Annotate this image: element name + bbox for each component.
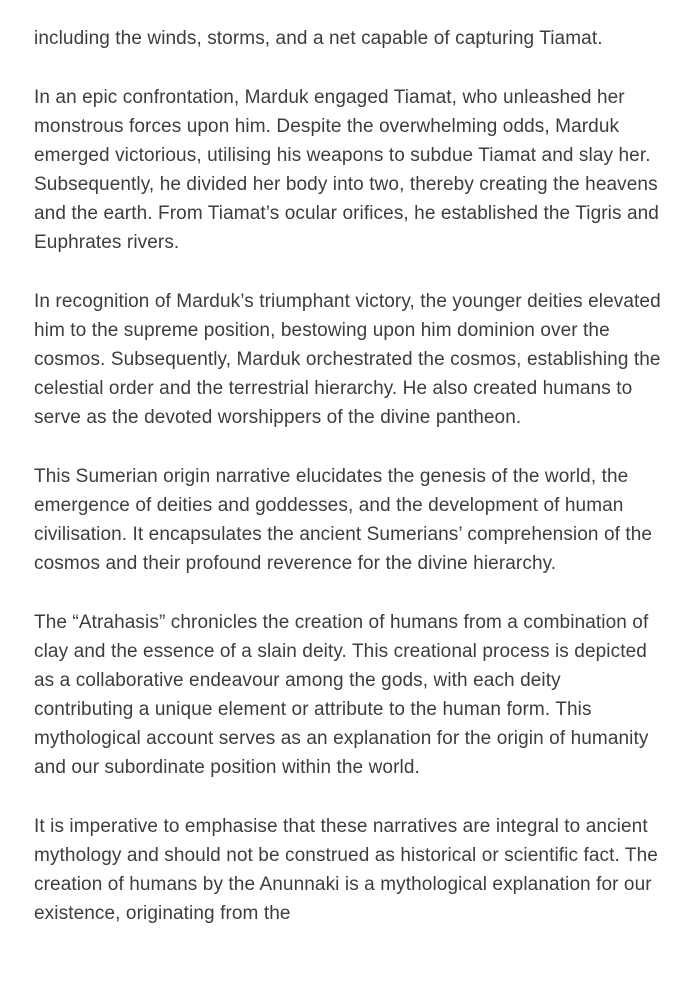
paragraph-5: The “Atrahasis” chronicles the creation of humans from a combination of clay and the essence of a slain deity. This creational process is depicted as a collaborative endeavour among the gods, with each deity contributing a unique element or attribute to the human form. This mythological account serves as an explanation for the origin of humanity and our subordinate position within the world. (34, 612, 649, 778)
paragraph-4: This Sumerian origin narrative elucidates the genesis of the world, the emergence of deities and goddesses, and the development of human civilisation. It encapsulates the ancient Sumerians’ comprehension of the cosmos and their profound reverence for the divine hierarchy. (34, 466, 653, 574)
paragraph-3: In recognition of Marduk’s triumphant victory, the younger deities elevated him to the supreme position, bestowing upon him dominion over the cosmos. Subsequently, Marduk orchestrated the cosmos, establishing the celestial order and the terrestrial hierarchy. He also created humans to serve as the devoted worshippers of the divine pantheon. (34, 291, 661, 428)
paragraph-2: In an epic confrontation, Marduk engaged Tiamat, who unleashed her monstrous forces upon him. Despite the overwhelming odds, Marduk emerged victorious, utilising his weapons to subdue Tiamat and slay her. Subsequently, he divided her body into two, thereby creating the heavens and the earth. From Tiamat’s ocular orifices, he established the Tigris and Euphrates rivers. (34, 87, 659, 253)
paragraph-6: It is imperative to emphasise that these narratives are integral to ancient mythology and should not be construed as historical or scientific fact. The creation of humans by the Anunnaki is a mythological explanation for our existence, originating from the (34, 816, 658, 924)
paragraph-1: including the winds, storms, and a net capable of capturing Tiamat. (34, 28, 603, 49)
